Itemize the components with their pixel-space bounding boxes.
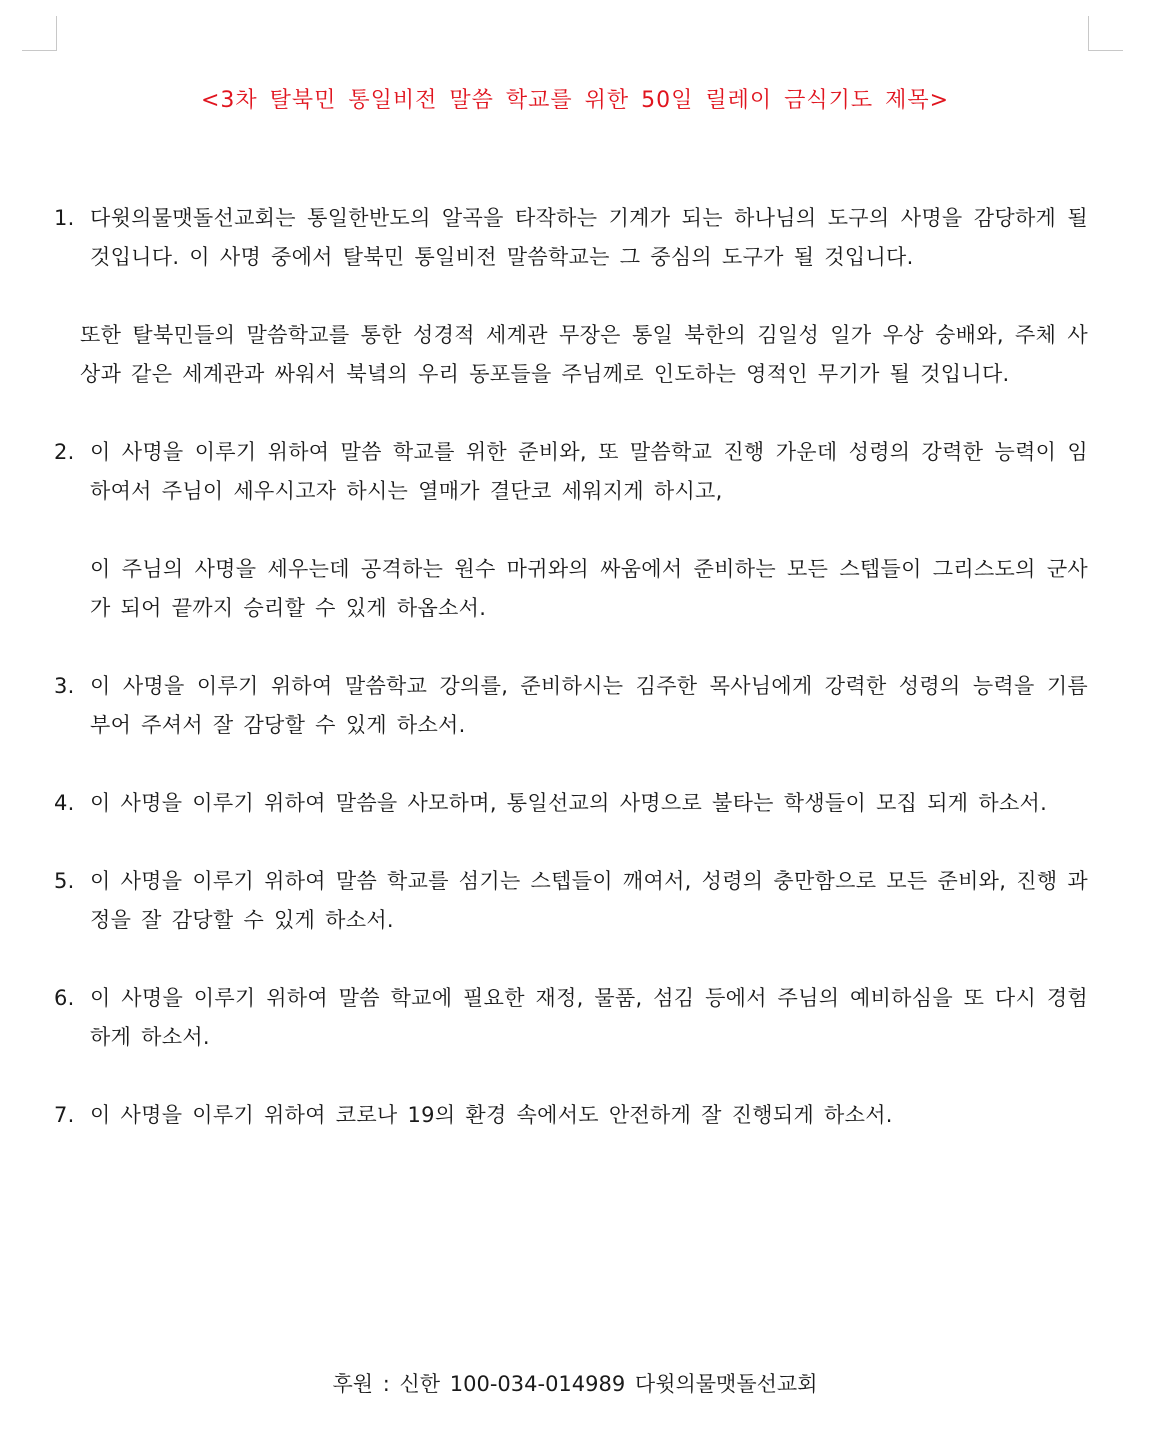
prayer-item (54, 1096, 1088, 1135)
prayer-item (54, 862, 1088, 940)
prayer-item-paragraph: 이 사명을 이루기 위하여 말씀 학교를 위한 준비와, 또 말씀학교 진행 가운데 성령의 강력한 능력이 임하여서 주님이 세우시고자 하시는 열매가 결단코 세워지게 하시고, (90, 440, 1088, 503)
prayer-item (54, 784, 1088, 823)
donation-account-footer: 후원 : 신한 100-034-014989 다윗의물맷돌선교회 (332, 1372, 818, 1396)
prayer-item-number: 7. (54, 1103, 75, 1127)
prayer-item-number: 5. (54, 869, 75, 893)
prayer-item-paragraph: 또한 탈북민들의 말씀학교를 통한 성경적 세계관 무장은 통일 북한의 김일성 일가 우상 숭배와, 주체 사상과 같은 세계관과 싸워서 북녘의 우리 동포들을 주님께로 인도하는 영적인 무기가 될 것입니다. (80, 323, 1088, 386)
prayer-item (54, 199, 1088, 394)
prayer-item-paragraph: 이 사명을 이루기 위하여 말씀 학교를 섬기는 스텝들이 깨여서, 성령의 충만함으로 모든 준비와, 진행 과정을 잘 감당할 수 있게 하소서. (90, 869, 1088, 932)
prayer-item-number: 6. (54, 986, 75, 1010)
prayer-item-paragraph: 이 사명을 이루기 위하여 말씀 학교에 필요한 재정, 물품, 섬김 등에서 주님의 예비하심을 또 다시 경험하게 하소서. (90, 986, 1088, 1049)
prayer-item-number: 1. (54, 206, 75, 230)
prayer-item-paragraph: 이 사명을 이루기 위하여 말씀학교 강의를, 준비하시는 김주한 목사님에게 강력한 성령의 능력을 기름 부어 주셔서 잘 감당할 수 있게 하소서. (90, 674, 1088, 737)
prayer-item (54, 979, 1088, 1057)
prayer-item-paragraph: 다윗의물맷돌선교회는 통일한반도의 알곡을 타작하는 기계가 되는 하나님의 도구의 사명을 감당하게 될 것입니다. 이 사명 중에서 탈북민 통일비전 말씀학교는 그 중심의 도구가 될 것입니다. (90, 206, 1088, 269)
prayer-item-paragraph: 이 주님의 사명을 세우는데 공격하는 원수 마귀와의 싸움에서 준비하는 모든 스텝들이 그리스도의 군사가 되어 끝까지 승리할 수 있게 하옵소서. (90, 557, 1088, 620)
prayer-item-list (54, 199, 1088, 1135)
prayer-item-number: 2. (54, 440, 75, 464)
prayer-item-number: 3. (54, 674, 75, 698)
prayer-item-paragraph: 이 사명을 이루기 위하여 코로나 19의 환경 속에서도 안전하게 잘 진행되게 하소서. (90, 1103, 893, 1127)
prayer-item (54, 667, 1088, 745)
prayer-item (54, 433, 1088, 628)
page-corner-mark-top-right (1088, 16, 1123, 51)
page-corner-mark-top-left (22, 16, 57, 51)
prayer-item-number: 4. (54, 791, 75, 815)
prayer-item-paragraph: 이 사명을 이루기 위하여 말씀을 사모하며, 통일선교의 사명으로 불타는 학생들이 모집 되게 하소서. (90, 791, 1048, 815)
document-title: <3차 탈북민 통일비전 말씀 학교를 위한 50일 릴레이 금식기도 제목> (200, 88, 950, 113)
